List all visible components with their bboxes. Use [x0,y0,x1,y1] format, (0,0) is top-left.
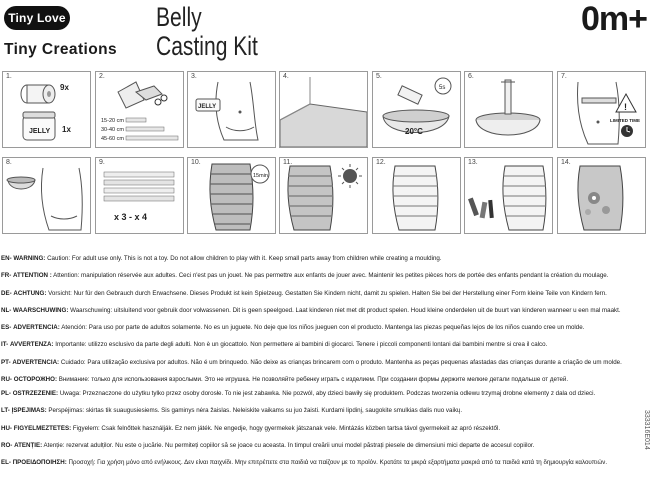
bowl-belly-icon [7,168,82,230]
svg-text:15-20 cm: 15-20 cm [101,118,124,124]
warning-hu: HU- FIGYELMEZTETÉS: Figyelem: Csak felnőttek használják. Ez nem játék. Ne engedje, hogy gyermekek játszanak vele. Mintázás közben tartsa távol gyermekeit az apró részektől. [1,424,501,432]
jelly-label: JELLY [198,104,217,110]
warning-ru: RU- ОСТОРОЖНО: Внимание: только для использования взрослыми. Это не игрушка. Не позволяйте ребенку играть с изделием. При создании формы держите мелкие детали подальше от детей. [1,376,569,384]
protective-sheet-icon [280,77,367,147]
warning-ro: RO- ATENȚIE: Atenție: rezervat adulților. Nu este o jucărie. Nu permiteți copiilor să se joace cu aceasta. În timpul creării unui model păstrați piesele de dimensiuni mici departe de accesul copiilor. [1,441,535,449]
brand-line: Tiny Creations [4,41,117,58]
age-badge: 0m+ [581,0,647,38]
finishing-tools-icon [468,166,546,230]
step-10: 10. 15min [187,157,276,234]
layer-count: x 3 - x 4 [114,212,148,222]
step-2: 2. 15-20 cm 30-40 cm 45-60 cm [95,71,184,148]
warning-pt: PT- ADVERTÊNCIA: Cuidado: Para utilização exclusiva por adultos. Não é um brinquedo. Não deixe as crianças brincarem com o produto. Mantenha as peças pequenas afastadas das crianças durante a criação de um molde. [1,358,622,366]
warning-nl: NL- WAARSCHUWING: Waarschuwing: uitsluitend voor gebruik door volwassenen. Dit is geen speelgoed. Laat kinderen niet met dit product spelen. Houd kleine onderdelen uit de buurt van kinderen wanneer u een mal maakt. [1,306,621,314]
warning-el: EL- ΠΡΟΕΙΔΟΠΟΙΗΣΗ: Προσοχή: Για χρήση μόνο από ενήλικους. Δεν είναι παιχνίδι. Μην επιτρέπετε στα παιδιά να παίζουν με το προϊόν. Κρατάτε τα μικρά εξαρτήματα μακριά από τα παιδιά κατά τη δημιουργία καλουπιών. [1,459,608,467]
timer-icon [251,165,269,183]
step-9: 9. x 3 - x 4 [95,157,184,234]
step-8: 8. [2,157,91,234]
svg-text:!: ! [624,102,627,112]
warnings [1,255,651,477]
step-5: 5. 5s 20°C [372,71,461,148]
limited-time-note: LIMITED TIME [610,118,640,123]
product-title [156,3,258,61]
step-3: 3. JELLY [187,71,276,148]
step-13: 13. [464,157,553,234]
warning-lt: LT- ĮSPĖJIMAS: Perspėjimas: skirtas tik suaugusiesiems. Šis gaminys nėra žaislas. Neleiskite vaikams su juo žaisti. Kurdami lipdinį, saugokite smulkias dalis nuo vaikų. [1,407,463,415]
timer-icon [435,78,451,94]
wrapped-torso-icon [210,164,253,230]
jelly-quantity: 1x [62,125,71,134]
belly-jelly-icon [196,82,258,140]
warning-fr: FR- ATTENTION : Attention: manipulation réservée aux adultes. Ceci n'est pas un jouet. Ne pas permettre aux enfants de jouer avec. Maintenir les petites pièces hors de portée des enfants pendant la création du moulage. [1,272,609,280]
step-6: 6. [464,71,553,148]
jelly-jar-icon [23,112,55,140]
step-14: 14. [557,157,646,234]
roll-quantity: 9x [60,83,69,92]
wet-strip-icon [476,80,540,135]
decorated-cast-icon [578,166,623,230]
warning-en: EN- WARNING: Caution: For adult use only. This is not a toy. Do not allow children to play with it. Keep small parts away from children while creating a moulding. [1,255,442,262]
removed-cast-icon [393,166,438,230]
warning-pl: PL- OSTRZEŻENIE: Uwaga: Przeznaczone do użytku tylko przez osoby dorosłe. To nie jest zabawka. Nie pozwól, aby dzieci bawiły się produktem. Podczas tworzenia odlewu trzymaj drobne elementy z dala od dzieci. [1,390,596,398]
svg-text:15min: 15min [253,173,268,179]
svg-text:5s: 5s [439,85,446,91]
step-4: 4. [279,71,368,148]
step-11: 11. [279,157,368,234]
warning-de: DE- ACHTUNG: Vorsicht: Nur für den Gebrauch durch Erwachsene. Dieses Produkt ist kein Spielzeug. Gestatten Sie Kindern nicht, damit zu spielen. Halten Sie bei der Herstellung einer Form kleine Teile von Kindern fern. [1,289,607,297]
layered-strips-icon [104,172,174,201]
drying-cast-icon [288,164,362,230]
water-temperature: 20°C [405,127,423,136]
svg-text:30-40 cm: 30-40 cm [101,127,124,133]
jelly-label: JELLY [29,128,51,135]
title-line-2: Casting Kit [156,31,258,61]
apply-strip-icon [577,82,619,144]
warning-es: ES- ADVERTENCIA: Atención: Para uso por parte de adultos solamente. No es un juguete. No deje que los niños jueguen con el producto. Mantenga las piezas pequeñas lejos de los niños cuando cree un molde. [1,324,585,332]
svg-text:45-60 cm: 45-60 cm [101,136,124,142]
product-code: 333316E014 [643,410,650,450]
step-7: 7. ! LIMITED TIME [557,71,646,148]
stopwatch-icon [621,125,633,137]
step-12: 12. [372,157,461,234]
gauze-roll-icon [21,85,55,103]
tiny-love-logo: Tiny Love [4,6,70,30]
title-line-1: Belly [156,2,202,32]
cutting-strips-icon [118,82,167,108]
warning-it: IT- AVVERTENZA: Importante: utilizzo esclusivo da parte degli adulti. Non è un giocattolo. Non permettere ai bambini di giocarci. Tenere i piccoli componenti lontani dai bambini mentre si crea il calco. [1,341,548,349]
step-1: 1. 9x JELLY 1x [2,71,91,148]
